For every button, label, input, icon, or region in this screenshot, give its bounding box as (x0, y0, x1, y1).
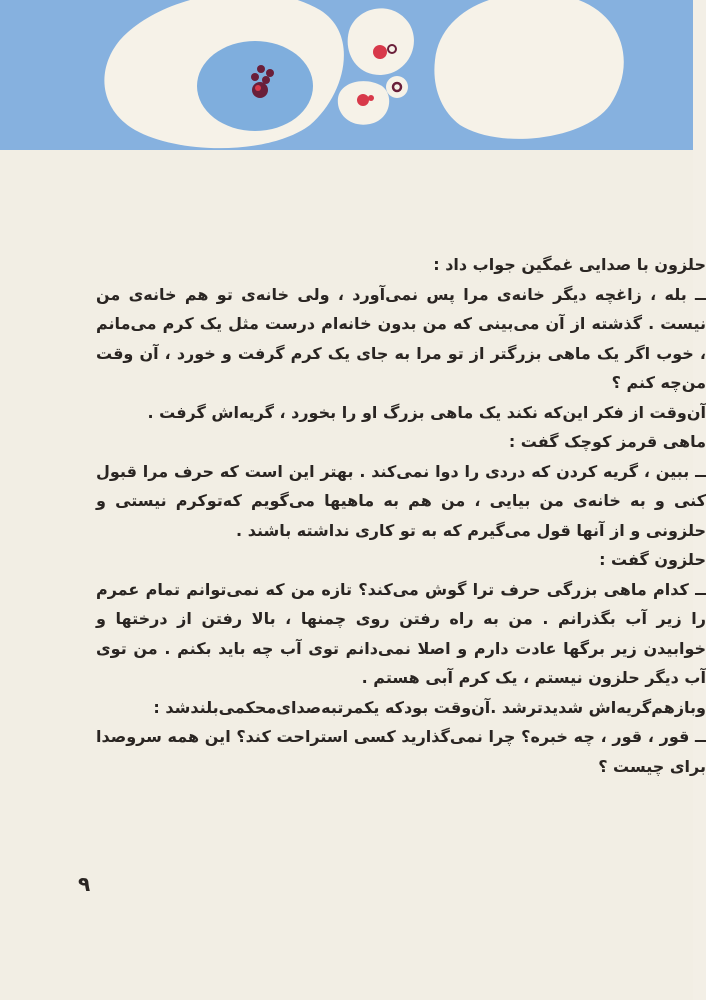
paragraph-9: ــ قور ، قور ، چه خبره؟ چرا نمی‌گذارید کسی استراحت کند؟ این همه سروصدا برای چیست ؟ (96, 727, 706, 776)
small-bubble (386, 76, 408, 98)
paragraph-5: ــ ببین ، گریه کردن که دردی را دوا نمی‌کند . بهتر این است که حرف مرا قبول کنی و به خانه‌ی من بیایی ، من هم به ماهیها می‌گویم که‌توکرم نیستی و حلزونی و از آنها قول می‌گیرم که به تو کاری نداشته باشند . (96, 461, 706, 540)
page-number: ۹ (78, 872, 91, 896)
header-illustration (0, 0, 693, 150)
paragraph-8: وبازهم‌گریه‌اش شدیدترشد .آن‌وقت بودکه یکمرتبه‌صدای‌محکمی‌بلندشد : (153, 697, 706, 717)
paragraph-6: حلزون گفت : (599, 550, 706, 569)
edge-bubble (434, 0, 623, 139)
red-dot-1 (373, 45, 387, 59)
paragraph-2: ــ بله ، زاغچه دیگر خانه‌ی مرا پس نمی‌آورد ، ولی خانه‌ی تو هم خانه‌ی من نیست . گذشته از آن می‌بینی که من بدون خانه‌ام درست مثل یک کرم می‌مانم ، خوب اگر یک ماهی بزرگتر از تو مرا به جای یک کرم گرفت و خورد ، آن وقت من‌چه کنم ؟ (96, 284, 706, 392)
paragraph-4: ماهی قرمز کوچک گفت : (508, 432, 706, 451)
paragraph-1: حلزون با صدایی غمگین جواب داد : (433, 255, 706, 274)
red-dot-2 (357, 94, 369, 106)
story-text (96, 250, 706, 781)
paragraph-3: آن‌وقت از فکر این‌که نکند یک ماهی بزرگ او را بخورد ، گریه‌اش گرفت . (147, 402, 706, 422)
red-dot-3 (368, 95, 374, 101)
paragraph-7: ــ کدام ماهی بزرگی حرف ترا گوش می‌کند؟ تازه من که نمی‌توانم تمام عمرم را زیر آب بگذرانم . من به راه رفتن روی چمنها ، بالا رفتن از درختها و خوابیدن زیر برگها عادت دارم و اصلا نمی‌دانم توی آب چه باید بکنم . من توی آب دیگر حلزون نیستم ، یک کرم آبی هستم . (96, 579, 706, 687)
